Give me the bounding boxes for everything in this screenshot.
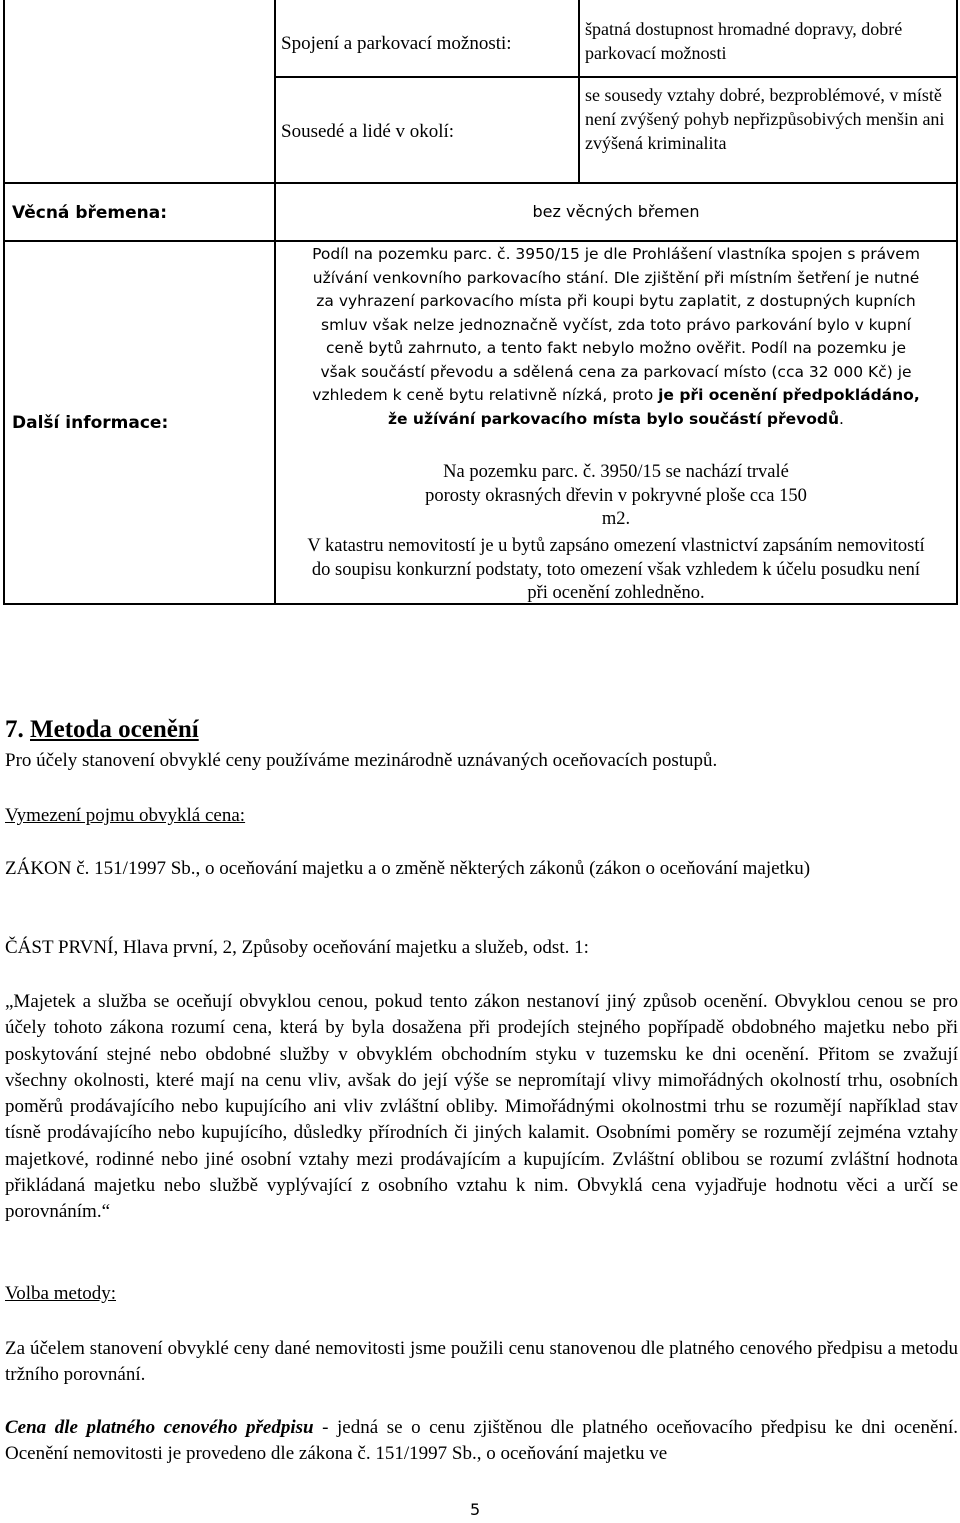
info-line: Podíl na pozemku parc. č. 3950/15 je dle Prohlášení vlastníka spojen s právem <box>312 245 920 263</box>
info-paragraph-vegetation: Na pozemku parc. č. 3950/15 se nachází trvalé porosty okrasných dřevin v pokryvné ploše cca 150 m2. <box>425 462 807 529</box>
section-title: Metoda ocenění <box>30 716 199 743</box>
connections-label: Spojení a parkovací možnosti: <box>281 33 512 54</box>
info-line <box>274 384 958 408</box>
info-paragraph-cadastre: V katastru nemovitostí je u bytů zapsáno omezení vlastnictví zapsáním nemovitostí do soupisu konkurzní podstaty, toto omezení však vzhledem k účelu posudku není při ocenění zohledněno. <box>307 536 925 603</box>
easements-value: bez věcných břemen <box>532 202 700 221</box>
info-line-rest: Dle zjištění při místním šetření je nutné <box>613 268 920 287</box>
info-line-bold: že užívání parkovacího místa bylo součástí převodů <box>388 409 840 428</box>
connections-value: špatná dostupnost hromadné dopravy, dobré parkovací možnosti <box>585 19 903 63</box>
price-paragraph <box>5 1415 958 1468</box>
info-line: smluv však nelze jednoznačně vyčíst, zda toto právo parkování bylo v kupní <box>321 315 911 334</box>
info-line-bold: je při ocenění předpokládáno, <box>658 386 920 404</box>
definition-heading: Vymezení pojmu obvyklá cena: <box>5 805 246 826</box>
info-line: ceně bytů zahrnuto, a tento fakt nebylo možno ověřit. Podíl na pozemku je <box>325 339 907 357</box>
easements-label: Věcná břemena: <box>12 203 168 223</box>
info-line-start: užívání venkovního parkovacího stání. <box>312 268 614 287</box>
section-intro: Pro účely stanovení obvyklé ceny používáme mezinárodně uznávaných oceňovacích postupů. <box>5 750 718 771</box>
info-line-normal: vzhledem k ceně bytu relativně nízká, proto <box>312 386 659 404</box>
law-quote: „Majetek a služba se oceňují obvyklou cenou, pokud tento zákon nestanoví jiný způsob ocenění. Obvyklou cenou se pro účely tohoto zákona rozumí cena, která by byla dosažena při prodejích stejného popřípadě obdobného majetku nebo při poskytování stejné nebo obdobné služby v obvyklém obchodním styku v tuzemsku ke dni ocenění. Přitom se zvažují všechny okolnosti, které mají na cenu vliv, avšak do její výše se nepromítají vlivy mimořádných okolností trhu, osobních poměrů prodávajícího nebo kupujícího ani vliv zvláštní obliby. Mimořádnými okolnostmi trhu se rozumějí například stav tísně prodávajícího nebo kupujícího, důsledky přírodních či jiných kalamit. Osobními poměry se rozumějí zejména vztahy majetkové, rodinné nebo jiné osobní vztahy mezi prodávajícím a kupujícím. Zvláštní oblibou se rozumí zvláštní hodnota přikládaná majetku nebo službě vyplývající z osobního vztahu k nim. Obvyklá cena vyjadřuje hodnotu věci a určí se porovnáním.“ <box>5 991 958 1223</box>
info-line: však součástí převodu a sdělená cena za parkovací místo (cca 32 000 Kč) je <box>320 362 912 381</box>
info-label: Další informace: <box>12 413 169 433</box>
method-heading: Volba metody: <box>5 1283 117 1304</box>
law-reference: ZÁKON č. 151/1997 Sb., o oceňování majetku a o změně některých zákonů (zákon o oceňování majetku) <box>5 858 811 879</box>
neighbours-label: Sousedé a lidé v okolí: <box>281 121 455 142</box>
neighbours-value: se sousedy vztahy dobré, bezproblémové, v místě není zvýšený pohyb nepřizpůsobivých menšin ani zvýšená kriminalita <box>585 85 945 153</box>
info-line: za vyhrazení parkovacího místa při koupi bytu zaplatit, z dostupných kupních <box>316 292 916 310</box>
price-term: Cena dle platného cenového předpisu <box>5 1417 314 1438</box>
info-paragraph-parking <box>274 243 958 431</box>
info-line <box>274 267 958 291</box>
page-number: 5 <box>470 1500 481 1519</box>
law-part: ČÁST PRVNÍ, Hlava první, 2, Způsoby oceňování majetku a služeb, odst. 1: <box>5 937 589 958</box>
section-heading <box>5 716 958 744</box>
info-line-end: . <box>839 409 844 428</box>
info-line <box>274 408 958 432</box>
section-number: 7. <box>5 716 30 743</box>
price-text: - jedná se o cenu zjištěnou dle platného oceňovacího předpisu ke dni ocenění. Ocenění nemovitosti je provedeno dle zákona č. 151/1997 Sb., o oceňování majetku ve <box>5 1417 958 1465</box>
method-text: Za účelem stanovení obvyklé ceny dané nemovitosti jsme použili cenu stanovenou dle platného cenového předpisu a metodu tržního porovnání. <box>5 1338 958 1386</box>
